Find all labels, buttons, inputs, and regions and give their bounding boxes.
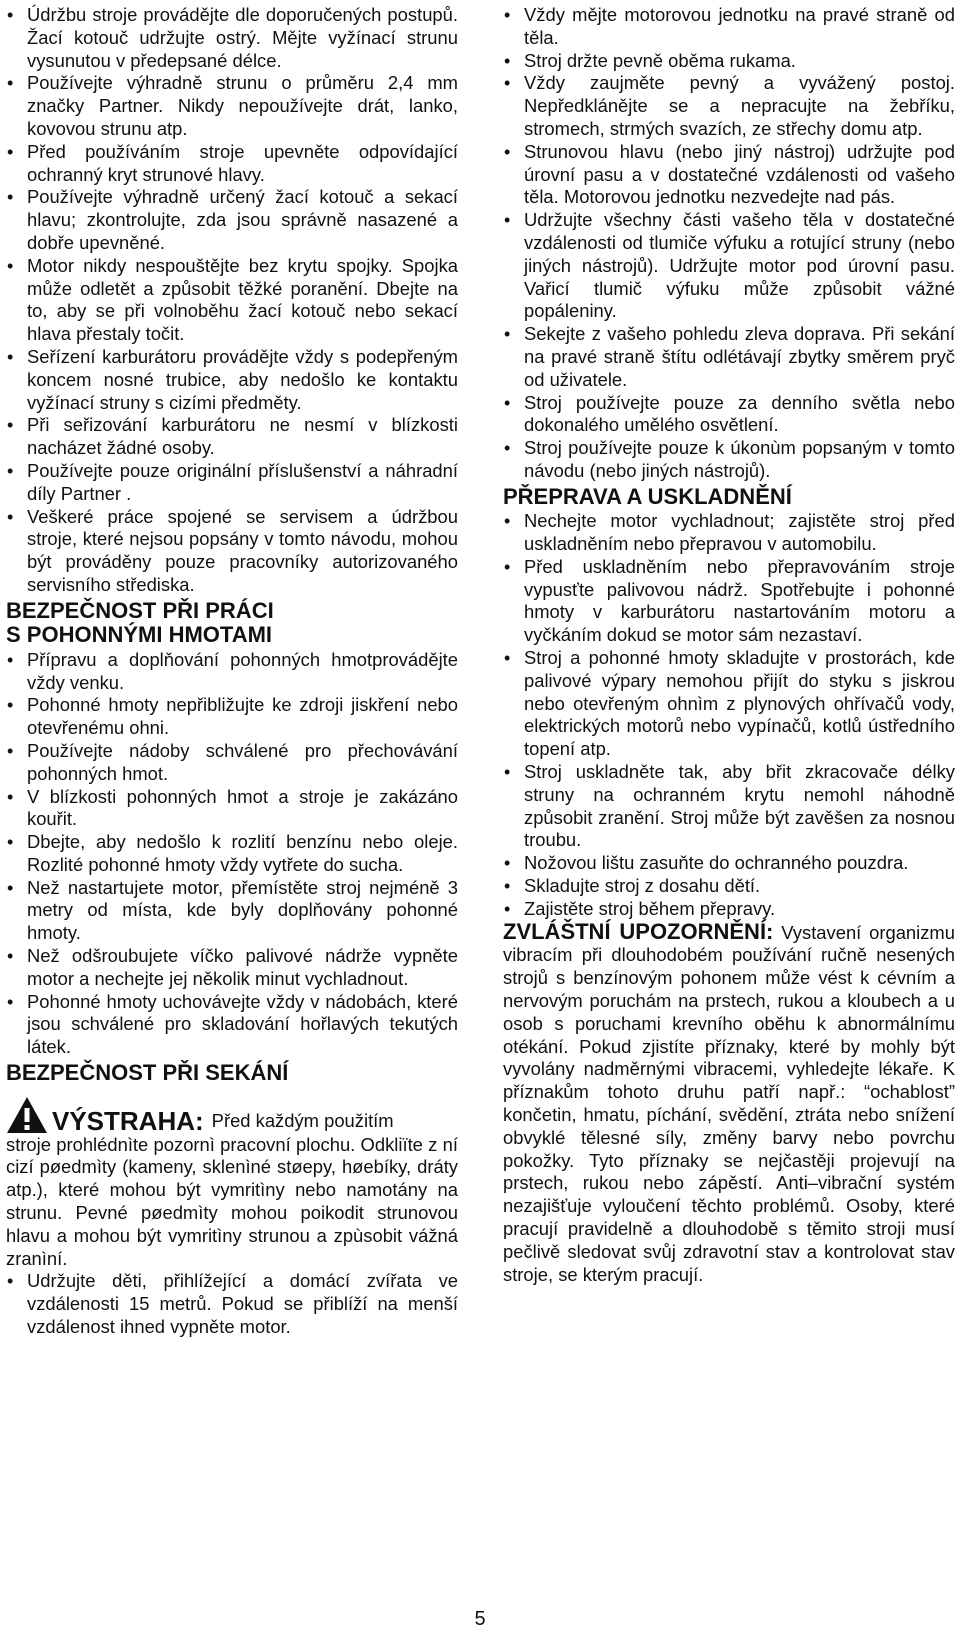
list-item: • Přípravu a doplňování pohonných hmotprovádějte vždy venku. xyxy=(6,649,458,695)
warning-triangle-icon xyxy=(6,1096,48,1134)
list-item: • Sekejte z vašeho pohledu zleva doprava. Při sekání na pravé straně štítu odlétávají zbytky směrem pryč od uživatele. xyxy=(503,323,955,391)
special-notice-label: ZVLÁŠTNÍ UPOZORNĚNÍ: xyxy=(503,918,774,944)
list-item: • Před používáním stroje upevněte odpovídající ochranný kryt strunové hlavy. xyxy=(6,141,458,187)
list-item: • Vždy zaujměte pevný a vyvážený postoj. Nepředklánějte se a nepracujte na žebříku, stromech, strmých svazích, ze střechy domu atp. xyxy=(503,72,955,140)
list-item: • Dbejte, aby nedošlo k rozlití benzínu nebo oleje. Rozlité pohonné hmoty vždy vytřete do sucha. xyxy=(6,831,458,877)
list-item: • Stroj používejte pouze za denního světla nebo dokonalého umělého osvětlení. xyxy=(503,392,955,438)
list-item: • Při seřizování karburátoru ne nesmí v blízkosti nacházet žádné osoby. xyxy=(6,414,458,460)
list-item: • Zajistěte stroj během přepravy. xyxy=(503,898,955,921)
cutting-safety-list xyxy=(6,1270,458,1338)
list-item: • Stroj používejte pouze k úkonùm popsaným v tomto návodu (nebo jiných nástrojů). xyxy=(503,437,955,483)
list-item: • Stroj držte pevně oběma rukama. xyxy=(503,50,955,73)
transport-storage-list xyxy=(503,510,955,920)
list-item: • Před uskladněním nebo přepravováním stroje vypusťte palivovou nádrž. Spotřebujte i pohonné hmoty v karburátoru nastartováním motoru a vyčkáním dokud se motor sám nezastaví. xyxy=(503,556,955,647)
warning-text-start: Před každým použitím xyxy=(211,1109,394,1131)
special-notice-text: Vystavení organizmu vibracím při dlouhodobém používání ručně nesených strojů s benzínovým pohonem může vést k cévním a nervovým poruchám na prstech, rukou a kloubech a u osob s poruchami krevního oběhu k abnormálnímu otékání. Pokud zjistíte příznaky, které by mohly být vyvolány nadměrnými vibracemi, vyhledejte lékaře. K příznakům tohoto druhu patří např.: “ochablost” končetin, hmatu, píchání, svědění, ztráta nebo snížení obvyklé tělesné síly, změny barvy nebo povrchu pokožky. Tyto příznaky se nejčastěji projevují na prstech, rukou nebo zápěstí. Anti–vibrační systém nezajišťuje vyloučení těchto problémů. Osoby, které pracují pravidelně a dlouhodobě s těmito stroji musí pečlivě sledovat svůj zdravotní stav a kontrolovat stav stroje, se kterým pracují. xyxy=(503,921,955,1285)
list-item: • Stroj a pohonné hmoty skladujte v prostorách, kde palivové výpary nemohou přijít do styku s jiskrou nebo otevřeným ohnìm z plynových ohřívačů vody, elektrických motorů nebo vypínačů, kotlů ústředního topení atp. xyxy=(503,647,955,761)
list-item: • Motor nikdy nespouštějte bez krytu spojky. Spojka může odletět a způsobit těžké poranění. Dbejte na to, aby se při volnoběhu žací kotouč nebo sekací hlava přestaly točit. xyxy=(6,255,458,346)
warning-text: stroje prohlédnìte pozornì pracovní plochu. Odkliïte z ní cizí pøedmìty (kameny, sklenìné støepy, høebíky, dráty atp.), které mohou být vymritìny nebo namotány na strunu. Pevné pøedmìty mohou poikodit strunovou hlavu a mohou být vymritìny strunou a zpùsobit vážná zranìní. xyxy=(6,1133,458,1269)
list-item: • Pohonné hmoty uchovávejte vždy v nádobách, které jsou schválené pro skladování hořlavých tekutých látek. xyxy=(6,991,458,1059)
cutting-safety-heading: BEZPEČNOST PŘI SEKÁNÍ xyxy=(6,1060,289,1086)
transport-storage-heading: PŘEPRAVA A USKLADNĚNÍ xyxy=(503,483,792,509)
list-item: • Údržbu stroje provádějte dle doporučených postupů. Žací kotouč udržujte ostrý. Mějte vyžínací strunu vysunutou v předepsané délce. xyxy=(6,4,458,72)
maintenance-list xyxy=(6,4,458,597)
list-item: • V blízkosti pohonných hmot a stroje je zakázáno kouřit. xyxy=(6,786,458,832)
warning-line xyxy=(6,1096,458,1134)
right-column xyxy=(503,4,955,1286)
list-item: • Veškeré práce spojené se servisem a údržbou stroje, které nejsou popsány v tomto návodu, mohou být prováděny pouze pracovníky autorizovaného servisního střediska. xyxy=(6,506,458,597)
list-item: • Používejte výhradně strunu o průměru 2,4 mm značky Partner. Nikdy nepoužívejte drát, lanko, kovovou strunu atp. xyxy=(6,72,458,140)
list-item: • Vždy mějte motorovou jednotku na pravé straně od těla. xyxy=(503,4,955,50)
list-item: • Používejte nádoby schválené pro přechovávání pohonných hmot. xyxy=(6,740,458,786)
list-item: • Seřízení karburátoru provádějte vždy s podepřeným koncem nosné trubice, aby nedošlo ke kontaktu vyžínací struny s cizími předměty. xyxy=(6,346,458,414)
fuel-safety-list xyxy=(6,649,458,1059)
list-item: • Stroj uskladněte tak, aby břit zkracovače délky struny na ochranném krytu nemohl náhodně způsobit zranění. Stroj může být zavěšen za nosnou troubu. xyxy=(503,761,955,852)
list-item: • Pohonné hmoty nepřibližujte ke zdroji jiskření nebo otevřenému ohni. xyxy=(6,694,458,740)
warning-block xyxy=(6,1096,458,1271)
warning-label: VÝSTRAHA: xyxy=(52,1105,204,1136)
list-item: • Než nastartujete motor, přemístěte stroj nejméně 3 metry od místa, kde byly doplňovány pohonné hmoty. xyxy=(6,877,458,945)
list-item: • Udržujte děti, přihlížející a domácí zvířata ve vzdálenosti 15 metrů. Pokud se přiblíží na menší vzdálenost ihned vypněte motor. xyxy=(6,1270,458,1338)
list-item: • Nožovou lištu zasuňte do ochranného pouzdra. xyxy=(503,852,955,875)
list-item: • Používejte výhradně určený žací kotouč a sekací hlavu; zkontrolujte, zda jsou správně nasazené a dobře upevněné. xyxy=(6,186,458,254)
special-notice xyxy=(503,918,955,1287)
list-item: • Strunovou hlavu (nebo jiný nástroj) udržujte pod úrovní pasu a v dostatečné vzdálenosti od vašeho těla. Motorovou jednotku nezvedejte nad pás. xyxy=(503,141,955,209)
page-number: 5 xyxy=(474,1608,486,1630)
list-item: • Používejte pouze originální příslušenství a náhradní díly Partner . xyxy=(6,460,458,506)
list-item: • Skladujte stroj z dosahu dětí. xyxy=(503,875,955,898)
fuel-safety-heading xyxy=(6,599,458,648)
list-item: • Než odšroubujete víčko palivové nádrže vypněte motor a nechejte jej několik minut vychladnout. xyxy=(6,945,458,991)
heading-line: S POHONNÝMI HMOTAMI xyxy=(6,622,273,648)
left-column xyxy=(6,4,458,1339)
heading-line: BEZPEČNOST PŘI PRÁCI xyxy=(6,597,274,623)
operating-list xyxy=(503,4,955,483)
list-item: • Udržujte všechny části vašeho těla v dostatečné vzdálenosti od tlumiče výfuku a rotující struny (nebo jiných nástrojů). Udržujte motor pod úrovní pasu. Vařicí tlumič výfuku může způsobit vážné popáleniny. xyxy=(503,209,955,323)
list-item: • Nechejte motor vychladnout; zajistěte stroj před uskladněním nebo přepravou v automobilu. xyxy=(503,510,955,556)
